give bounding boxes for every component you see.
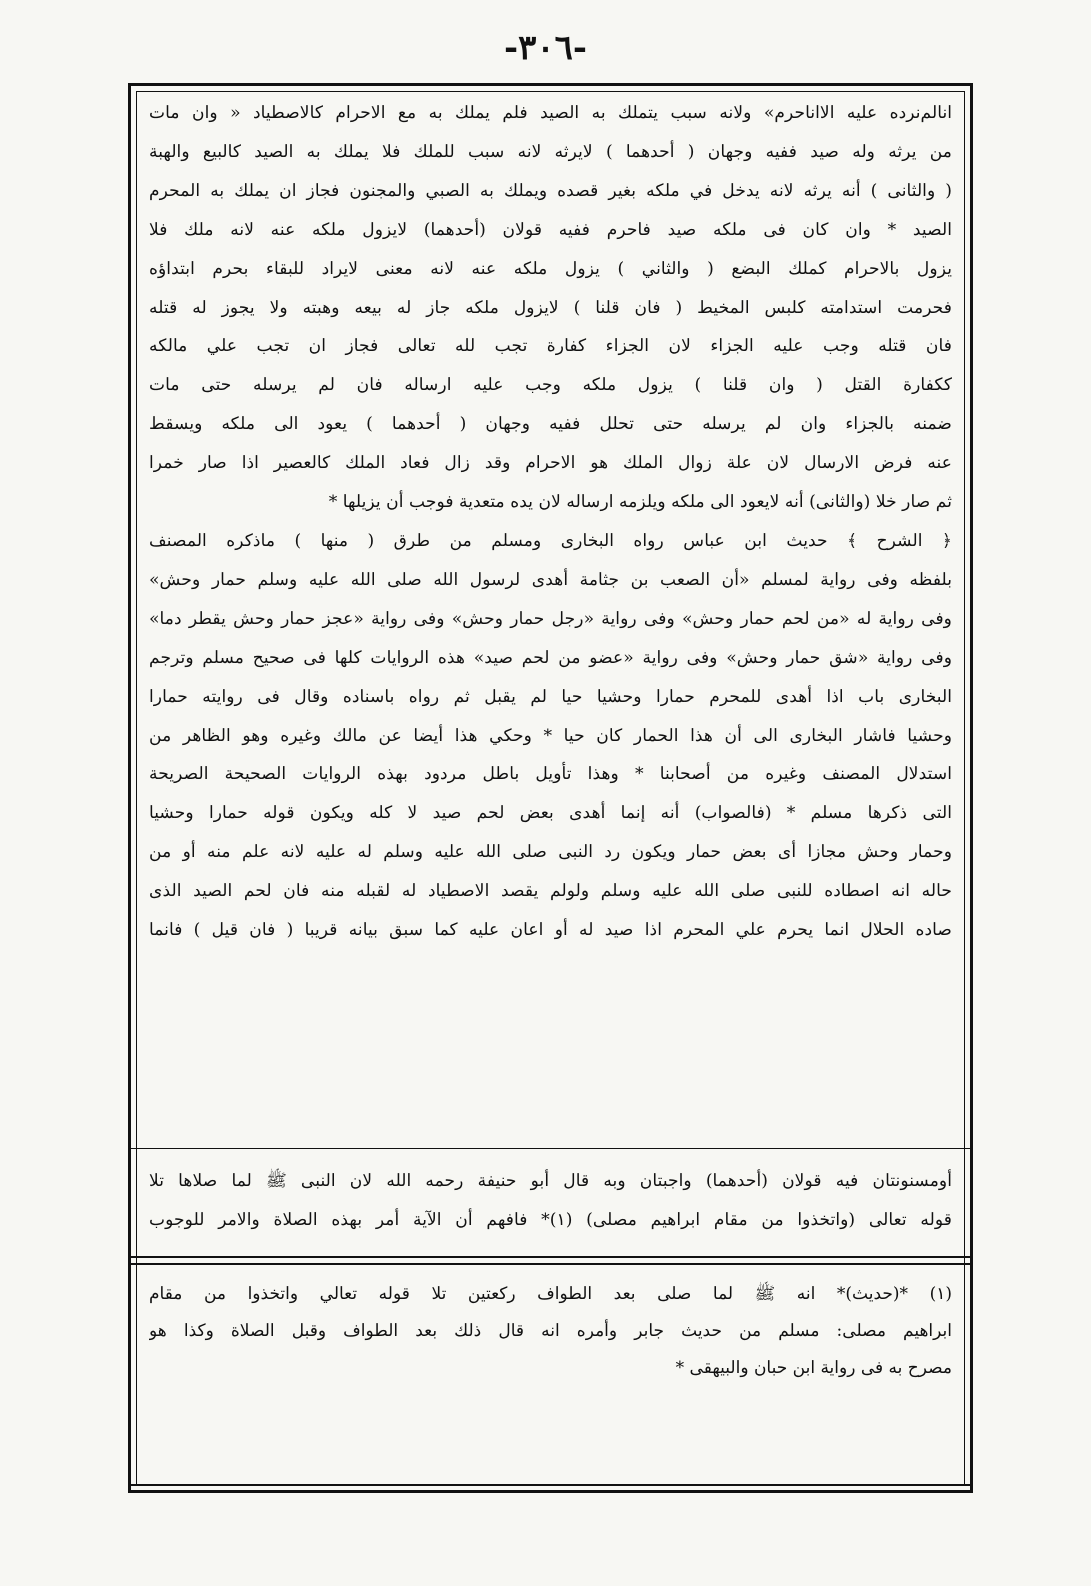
footnote-divider bbox=[131, 1256, 970, 1265]
main-line: صاده الحلال انما يحرم علي المحرم اذا صيد له أو اعان عليه كما سبق بيانه قريبا ( فان قيل ) فانما bbox=[149, 920, 952, 941]
main-line: من يرثه وله صيد ففيه وجهان ( أحدهما ) لايرثه لانه سبب للملك فلا يملك به الصيد كالبيع والهبة bbox=[149, 141, 952, 162]
main-text-block bbox=[149, 94, 952, 1139]
footnote-line: (١) *(حديث)* انه ﷺ لما صلى بعد الطواف ركعتين تلا قوله تعالي واتخذوا من مقام bbox=[149, 1284, 952, 1304]
main-line: ضمنه بالجزاء وان لم يرسله حتى تحلل ففيه وجهان ( أحدهما ) يعود الى ملكه ويسقط bbox=[149, 414, 952, 435]
main-line: فان قتله وجب عليه الجزاء لان الجزاء كفارة تجب لله تعالى فجاز ان تجب علي مالكه bbox=[149, 336, 952, 357]
main-line: البخارى باب اذا أهدى للمحرم حمارا وحشيا حيا لم يقبل ثم رواه باسناده وقال فى روايته حمارا bbox=[149, 686, 952, 707]
section-divider bbox=[131, 1148, 970, 1149]
commentary-line: أومسنونتان فيه قولان (أحدهما) واجبتان وبه قال أبو حنيفة رحمه الله لان النبى ﷺ لما صلاها تلا bbox=[149, 1171, 952, 1191]
main-line: وحمار وحش مجازا أى بعض حمار ويكون رد النبى صلى الله عليه وسلم له عليه لانه علم منه أو من bbox=[149, 842, 952, 863]
main-line: وفى رواية له «من لحم حمار وحش» وفى رواية «رجل حمار وحش» وفى رواية «عجز حمار وحش يقطر دما» bbox=[149, 608, 952, 629]
main-line: فحرمت استدامته كلبس المخيط ( فان قلنا ) لايزول ملكه جاز له بيعه وهبته ولا يجوز له قتله bbox=[149, 297, 952, 318]
footnote-line: مصرح به فى رواية ابن حبان والبيهقى * bbox=[675, 1358, 952, 1378]
main-line: عنه فرض الارسال لان علة زوال الملك هو الاحرام وقد زال فعاد الملك كالعصير اذا صار خمرا bbox=[149, 453, 952, 474]
main-line: حاله انه اصطاده للنبى صلى الله عليه وسلم ولولم يقصد الاصطياد له لقبله منه فان لحم الصيد الذى bbox=[149, 881, 952, 902]
commentary-line: قوله تعالى (واتخذوا من مقام ابراهيم مصلى) (١)* فافهم أن الآية أمر بهذه الصلاة والامر للوجوب bbox=[149, 1210, 952, 1230]
main-line: وحشيا فاشار البخارى الى أن هذا الحمار كان حيا * وحكي هذا أيضا عن مالك وغيره وهو الظاهر من bbox=[149, 725, 952, 746]
main-line: استدلال المصنف وغيره من أصحابنا * وهذا تأويل باطل مردود بهذه الروايات الصحيحة الصريحة bbox=[149, 764, 952, 785]
footnote-text-block bbox=[149, 1276, 952, 1476]
main-line: بلفظه وفى رواية لمسلم «أن الصعب بن جثامة أهدى لرسول الله صلى الله عليه وسلم حمار وحش» bbox=[149, 569, 952, 590]
footnote-line: ابراهيم مصلى: مسلم من حديث جابر وأمره انه قال ذلك بعد الطواف وقبل الصلاة وكذا هو bbox=[149, 1321, 952, 1341]
main-line: التى ذكرها مسلم * (فالصواب) أنه إنما أهدى بعض لحم صيد لا كله ويكون قوله حمارا وحشيا bbox=[149, 803, 952, 824]
main-line: ككفارة القتل ( وان قلنا ) يزول ملكه وجب عليه ارساله فان لم يرسله حتى مات bbox=[149, 375, 952, 396]
page-number: -٣٠٦- bbox=[503, 28, 588, 68]
main-line: انالم‌نرده عليه الاانا‌حرم» ولانه سبب يتملك به الصيد فلم يملك به مع الاحرام كالاصطياد « وان مات bbox=[149, 103, 952, 123]
main-line: ( والثانى ) أنه يرثه لانه يدخل في ملكه بغير قصده ويملك به الصبي والمجنون فجاز ان يملك به المحرم bbox=[149, 180, 952, 201]
main-line: وفى رواية «شق حمار وحش» وفى رواية «عضو من لحم صيد» هذه الروايات كلها فى صحيح مسلم وترجم bbox=[149, 647, 952, 668]
page-frame bbox=[128, 83, 973, 1493]
bottom-rule bbox=[131, 1484, 970, 1490]
commentary-text-block bbox=[149, 1162, 952, 1248]
main-line: يزول بالاحرام كملك البضع ( والثاني ) يزول ملكه عنه لانه معنى لايراد للبقاء بحرم ابتداؤه bbox=[149, 258, 952, 279]
main-line: ثم صار خلا (والثانى) أنه لايعود الى ملكه ويلزمه ارساله لان يده متعدية فوجب أن يزيلها * bbox=[328, 492, 952, 513]
main-line: الصيد * وان كان فى ملكه صيد فاحرم ففيه قولان (أحدهما) لايزول ملكه عنه لانه ملك فلا bbox=[149, 219, 952, 240]
main-line: ﴿ الشرح ﴾ حديث ابن عباس رواه البخارى ومسلم من طرق ( منها ) ماذكره المصنف bbox=[149, 530, 952, 551]
